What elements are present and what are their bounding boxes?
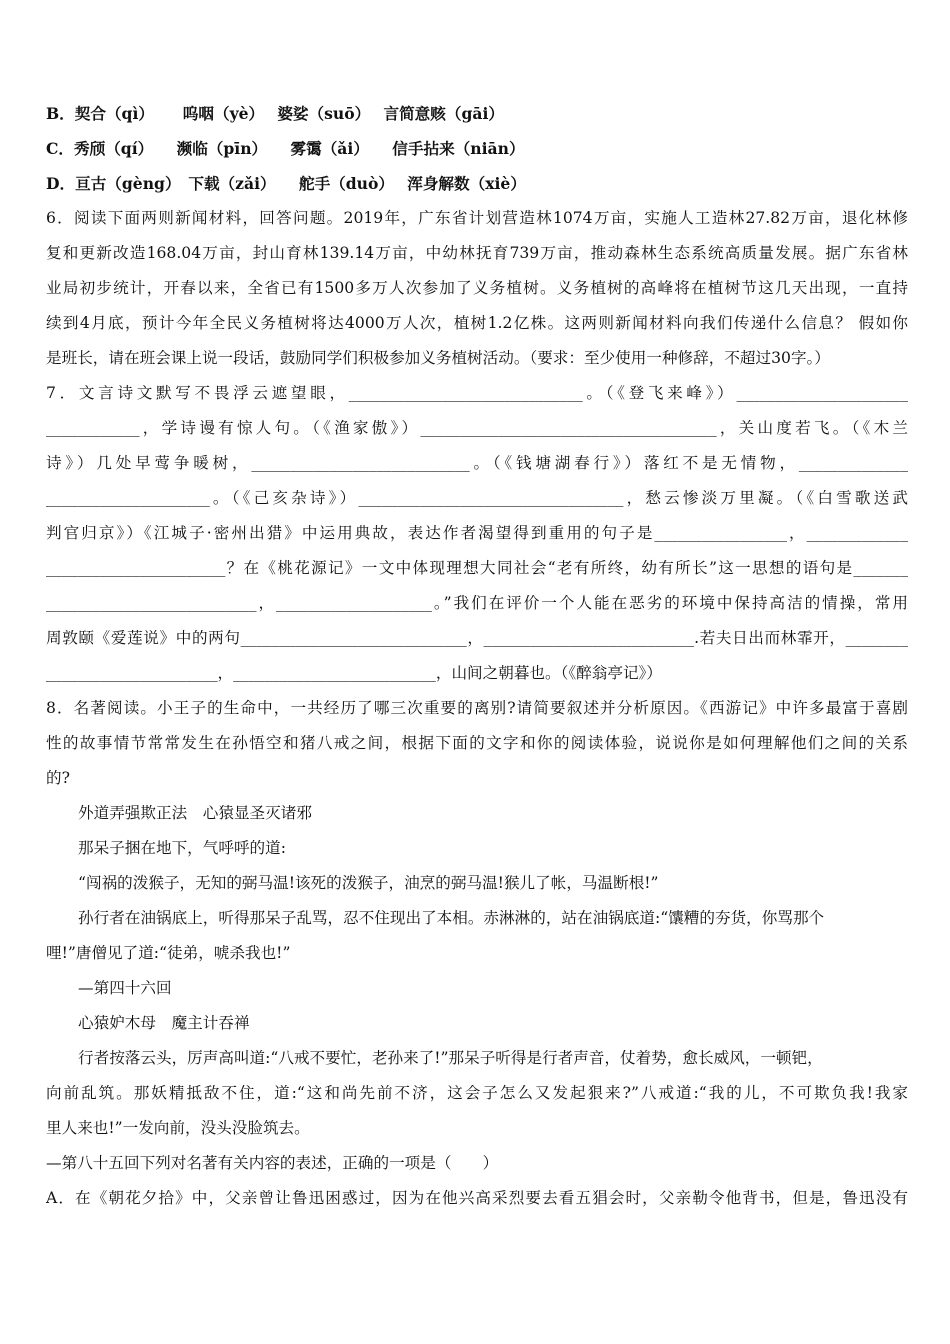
option-b: B．契合（qì） 呜咽（yè） 婆娑（suō） 言简意赅（gāi） [46,104,504,123]
q7-line-3: 诗》）几处早莺争暖树，____________________________。（《钱塘湖春行》）落红不是无情物，______________ [46,454,908,472]
q7-line-5: 判官归京》）《江城子·密州出猎》中运用典故，表达作者渴望得到重用的句子是_________________，_____________ [46,524,908,542]
excerpt-title-85: 心猿妒木母 魔主计吞禅 [78,1014,250,1032]
excerpt-line: 里人来也!”一发向前，没头没脸筑去。 [46,1119,310,1137]
option-d: D．亘古（gèng） 下载（zǎi） 舵手（duò） 浑身解数（xiè） [46,174,526,193]
q7-line-7: ___________________________，____________________。”我们在评价一个人能在恶劣的环境中保持高洁的情操，常用 [46,594,908,612]
document-page [46,96,908,1216]
q7-line-2: ____________，学诗谩有惊人句。（《渔家傲》）______________________________________，关山度若飞。（《木兰 [46,419,908,437]
q6-line-1: 6．阅读下面两则新闻材料，回答问题。2019年，广东省计划营造林1074万亩，实施人工造林27.82万亩，退化林修 [46,209,908,227]
excerpt-line: 向前乱筑。那妖精抵敌不住，道:“这和尚先前不济，这会子怎么又发起狠来?”八戒道:“我的儿，不可欺负我!我家 [46,1084,908,1102]
q8-line-3: 的? [46,769,70,787]
excerpt-line: 孙行者在油锅底上，听得那呆子乱骂，忍不住现出了本相。赤淋淋的，站在油锅底道:“馕糟的夯货，你骂那个 [78,909,825,927]
q7-line-6: _______________________？在《桃花源记》一文中体现理想大同社会“老有所终，幼有所长”这一思想的语句是_______ [46,559,908,577]
q9-option-a: A．在《朝花夕拾》中，父亲曾让鲁迅困惑过，因为在他兴高采烈要去看五猖会时，父亲勒令他背书，但是，鲁迅没有 [46,1189,908,1207]
q6-line-4: 续到4月底，预计今年全民义务植树将达4000万人次，植树1.2亿株。这两则新闻材料向我们传递什么信息？ 假如你 [46,314,908,332]
q7-line-1: 7．文言诗文默写不畏浮云遮望眼，______________________________。（《登飞来峰》）______________________ [46,384,908,402]
q6-line-3: 业局初步统计，开春以来，全省已有1500多万人次参加了义务植树。义务植树的高峰将在植树节这几天出现，一直持 [46,279,908,297]
excerpt-line: 哩!”唐僧见了道:“徒弟，唬杀我也!” [46,944,291,962]
q8-line-1: 8．名著阅读。小王子的生命中，一共经历了哪三次重要的离别?请简要叙述并分析原因。《西游记》中许多最富于喜剧 [46,699,908,717]
option-c: C．秀颀（qí） 濒临（pīn） 雾霭（ǎi） 信手拈来（niān） [46,139,525,158]
excerpt-chapter-46: —第四十六回 [78,979,172,997]
q7-line-9: ______________________，__________________________，山间之朝暮也。（《醉翁亭记》） [46,664,662,682]
q7-line-4: _____________________。（《己亥杂诗》）__________________________________，愁云惨淡万里凝。（《白雪歌送武 [46,489,908,507]
excerpt-line: 行者按落云头，厉声高叫道:“八戒不要忙，老孙来了!”那呆子听得是行者声音，仗着势，愈长威风，一顿钯， [78,1049,823,1067]
q6-line-5: 是班长，请在班会课上说一段话，鼓励同学们积极参加义务植树活动。（要求：至少使用一种修辞，不超过30字。） [46,349,830,367]
excerpt-line: 那呆子捆在地下，气呼呼的道: [78,839,286,857]
q8-line-2: 性的故事情节常常发生在孙悟空和猪八戒之间，根据下面的文字和你的阅读体验，说说你是如何理解他们之间的关系 [46,734,908,752]
excerpt-line: “闯祸的泼猴子，无知的弼马温!该死的泼猴子，油烹的弼马温!猴儿了帐，马温断根!” [78,874,659,892]
q6-line-2: 复和更新改造168.04万亩，封山育林139.14万亩，中幼林抚育739万亩，推动森林生态系统高质量发展。据广东省林 [46,244,908,262]
q7-line-8: 周敦颐《爱莲说》中的两句_____________________________，___________________________.若夫日出而林霏开，________ [46,629,908,647]
q9-stem: —第八十五回下列对名著有关内容的表述，正确的一项是（ ） [46,1154,499,1172]
excerpt-title-46: 外道弄强欺正法 心猿显圣灭诸邪 [78,804,312,822]
